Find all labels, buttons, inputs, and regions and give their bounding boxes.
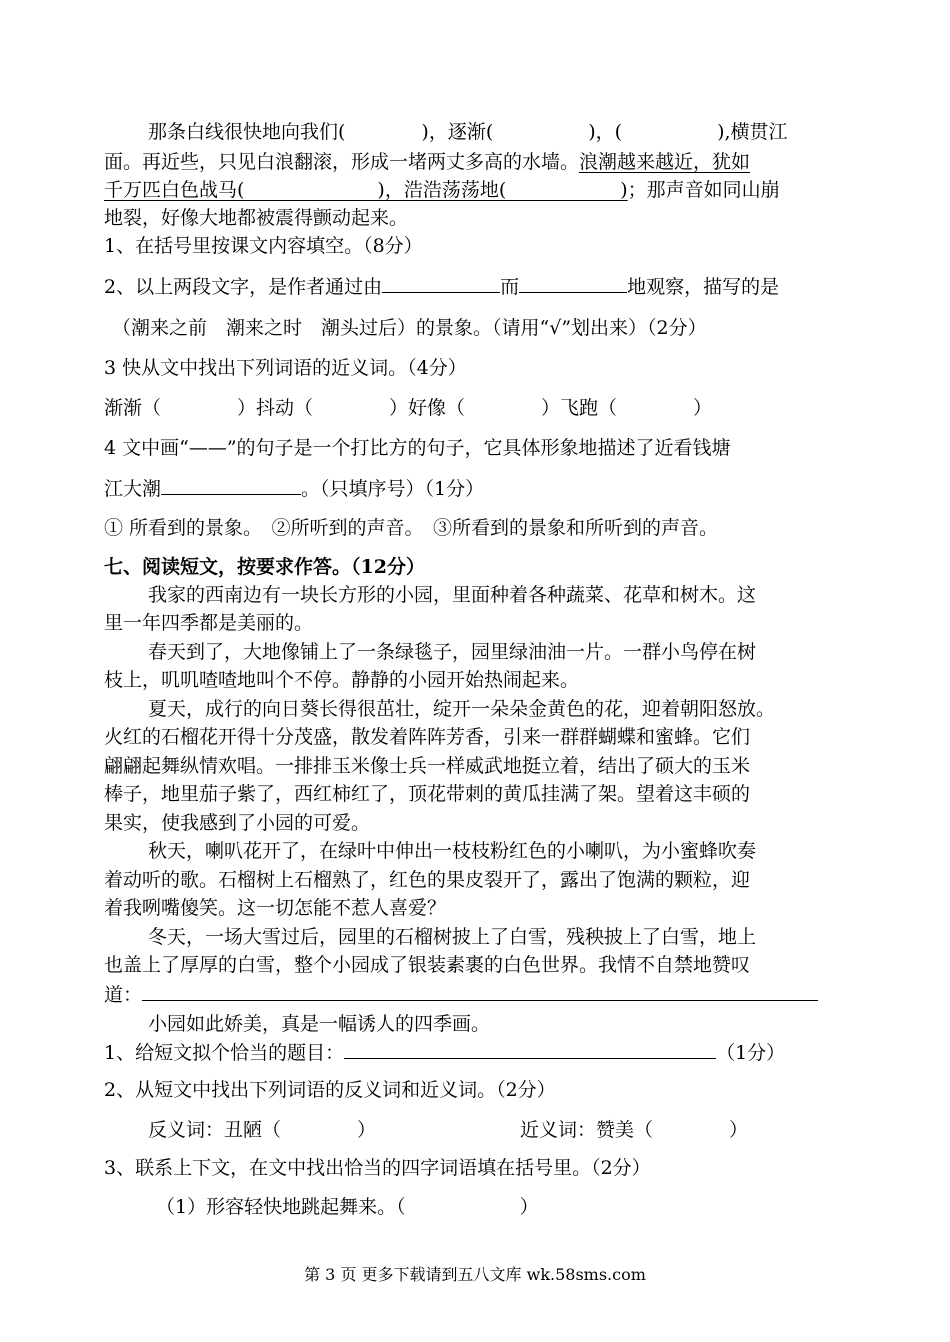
question-4-text-a: 江大潮 bbox=[104, 478, 162, 500]
paragraph-line: 着动听的歌。石榴树上石榴熟了，红色的果皮裂开了，露出了饱满的颗粒，迎 bbox=[104, 869, 751, 891]
question-2 bbox=[104, 274, 779, 299]
question-2-text-c: 地观察，描写的是 bbox=[627, 276, 780, 298]
answer-blank[interactable] bbox=[142, 982, 818, 1001]
paragraph-text: 道： bbox=[104, 984, 143, 1006]
question-4-options: ① 所看到的景象。 ②所听到的声音。 ③所看到的景象和所听到的声音。 bbox=[104, 517, 719, 539]
question-4-text-b: 。（只填序号）（1分） bbox=[301, 478, 485, 500]
answer-blank[interactable] bbox=[161, 476, 301, 495]
section-7-question-1 bbox=[104, 1040, 785, 1065]
question-score: （1分） bbox=[716, 1042, 786, 1064]
paragraph-line: 着我咧嘴傻笑。这一切怎能不惹人喜爱？ bbox=[104, 897, 447, 919]
section-7-question-3: 3、联系上下文，在文中找出恰当的四字词语填在括号里。（2分） bbox=[104, 1157, 651, 1179]
paragraph-line: 棒子，地里茄子紫了，西红柿红了，顶花带刺的黄瓜挂满了架。望着这丰硕的 bbox=[104, 783, 751, 805]
question-3-words: 渐渐（ ）抖动（ ）好像（ ）飞跑（ ） bbox=[104, 397, 713, 419]
antonym-item: 反义词：丑陋（ ） bbox=[148, 1119, 377, 1141]
passage-line-4: 地裂，好像大地都被震得颤动起来。 bbox=[104, 207, 409, 229]
passage-line-3-text: ；那声音如同山崩 bbox=[627, 179, 780, 201]
paragraph-line: 里一年四季都是美丽的。 bbox=[104, 612, 314, 634]
question-text: 1、给短文拟个恰当的题目： bbox=[104, 1042, 345, 1064]
question-4: 4 文中画“——”的句子是一个打比方的句子，它具体形象地描述了近看钱塘 bbox=[104, 437, 731, 459]
section-7-question-3-sub: （1）形容轻快地跳起舞来。（ ） bbox=[156, 1196, 539, 1218]
paragraph-line: 春天到了，大地像铺上了一条绿毯子，园里绿油油一片。一群小鸟停在树 bbox=[148, 641, 757, 663]
question-4-answer bbox=[104, 476, 484, 501]
passage-line-2 bbox=[104, 150, 750, 174]
question-2-options: （潮来之前 潮来之时 潮头过后）的景象。（请用“√”划出来）（2分） bbox=[112, 317, 707, 339]
underlined-sentence-end: 千万匹白色战马( )，浩浩荡荡地( ) bbox=[104, 179, 628, 201]
question-2-text-b: 而 bbox=[500, 276, 520, 298]
passage-line-2-text: 面。再近些，只见白浪翻滚，形成一堵两丈多高的水墙。 bbox=[104, 151, 580, 173]
answer-blank[interactable] bbox=[382, 274, 500, 293]
answer-blank[interactable] bbox=[519, 274, 627, 293]
paragraph-line: 火红的石榴花开得十分茂盛，散发着阵阵芳香，引来一群群蝴蝶和蜜蜂。它们 bbox=[104, 726, 751, 748]
paragraph-line bbox=[104, 982, 818, 1007]
paragraph-line: 夏天，成行的向日葵长得很茁壮，绽开一朵朵金黄色的花，迎着朝阳怒放。 bbox=[148, 698, 776, 720]
section-7-title: 七、阅读短文，按要求作答。（12分） bbox=[104, 556, 425, 578]
underlined-sentence-start: 浪潮越来越近，犹如 bbox=[579, 151, 751, 173]
passage-line-1: 那条白线很快地向我们( )，逐渐( )，( ),横贯江 bbox=[148, 121, 788, 143]
paragraph-line: 也盖上了厚厚的白雪，整个小园成了银装素裹的白色世界。我情不自禁地赞叹 bbox=[104, 954, 751, 976]
synonym-item: 近义词：赞美（ ） bbox=[520, 1119, 749, 1141]
question-2-text-a: 2、以上两段文字，是作者通过由 bbox=[104, 276, 383, 298]
paragraph-line: 冬天，一场大雪过后，园里的石榴树披上了白雪，残秧披上了白雪，地上 bbox=[148, 926, 757, 948]
section-7-question-2: 2、从短文中找出下列词语的反义词和近义词。（2分） bbox=[104, 1079, 556, 1101]
paragraph-line: 果实，使我感到了小园的可爱。 bbox=[104, 812, 371, 834]
paragraph-line: 小园如此娇美，真是一幅诱人的四季画。 bbox=[148, 1013, 491, 1035]
page-footer: 第 3 页 更多下载请到五八文库 wk.58sms.com bbox=[304, 1265, 646, 1284]
passage-line-3 bbox=[104, 178, 780, 202]
question-3: 3 快从文中找出下列词语的近义词。（4分） bbox=[104, 357, 467, 379]
paragraph-line: 秋天，喇叭花开了，在绿叶中伸出一枝枝粉红色的小喇叭，为小蜜蜂吹奏 bbox=[148, 840, 757, 862]
paragraph-line: 枝上，叽叽喳喳地叫个不停。静静的小园开始热闹起来。 bbox=[104, 669, 580, 691]
title-answer-blank[interactable] bbox=[344, 1040, 716, 1059]
paragraph-line: 翩翩起舞纵情欢唱。一排排玉米像士兵一样威武地挺立着，结出了硕大的玉米 bbox=[104, 755, 751, 777]
question-1: 1、在括号里按课文内容填空。（8分） bbox=[104, 235, 423, 257]
paragraph-line: 我家的西南边有一块长方形的小园，里面种着各种蔬菜、花草和树木。这 bbox=[148, 584, 757, 606]
